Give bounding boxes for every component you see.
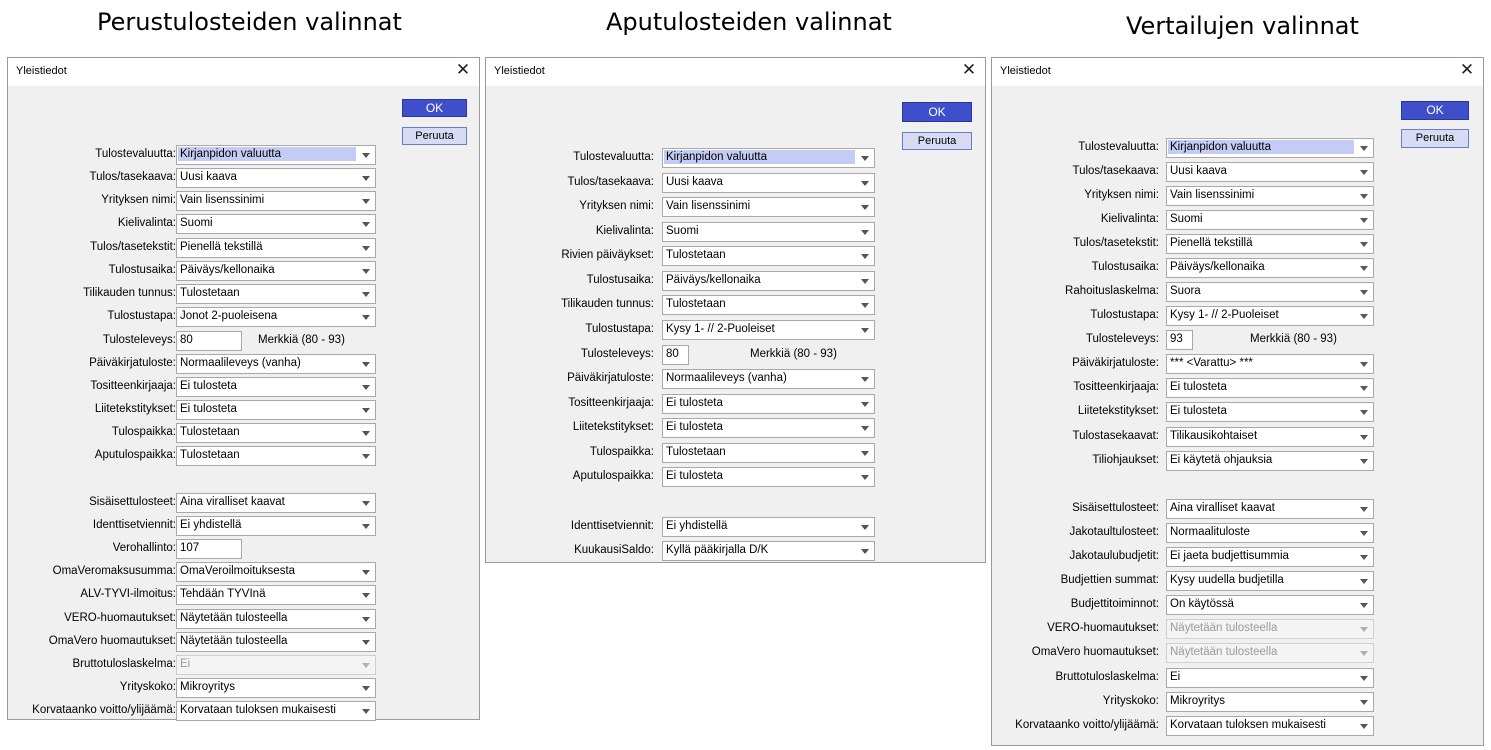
dialog-title: Yleistiedot bbox=[494, 65, 545, 77]
input-tulosteleveys[interactable] bbox=[662, 345, 689, 365]
chevron-down-icon[interactable] bbox=[357, 239, 375, 257]
label-yrityksen-nimi: Yrityksen nimi: bbox=[1084, 189, 1159, 201]
select-value: Ei tulosteta bbox=[666, 397, 723, 409]
select-tulostevaluutta[interactable] bbox=[662, 148, 875, 168]
close-icon[interactable]: ✕ bbox=[961, 60, 977, 79]
select-value: Tilikausikohtaiset bbox=[1170, 430, 1258, 442]
select-yrityksen-nimi[interactable] bbox=[176, 191, 376, 211]
select-tilikauden-tunnus[interactable] bbox=[662, 295, 875, 315]
select-aputulospaikka[interactable] bbox=[662, 467, 875, 487]
label-tulos-tasekaava: Tulos/tasekaava: bbox=[1072, 165, 1159, 177]
select-value: Uusi kaava bbox=[180, 171, 237, 183]
chevron-down-icon[interactable] bbox=[357, 401, 375, 419]
chevron-down-icon[interactable] bbox=[357, 586, 375, 604]
label-tositteenkirjaaja: Tositteenkirjaaja: bbox=[90, 380, 176, 392]
select-omavero-huomautukset[interactable] bbox=[176, 632, 376, 652]
label-tiliohjaukset: Tiliohjaukset: bbox=[1092, 454, 1159, 466]
chevron-down-icon[interactable] bbox=[1355, 693, 1373, 711]
select-budjettitoiminnot[interactable] bbox=[1166, 595, 1374, 615]
select-jakotaulubudjetit[interactable] bbox=[1166, 547, 1374, 567]
chevron-down-icon[interactable] bbox=[1355, 307, 1373, 325]
chevron-down-icon[interactable] bbox=[856, 419, 874, 437]
label-alv-tyvi-ilmoitus: ALV-TYVI-ilmoitus: bbox=[80, 588, 176, 600]
chevron-down-icon[interactable] bbox=[856, 272, 874, 290]
chevron-down-icon[interactable] bbox=[856, 223, 874, 241]
label-sisaisettulosteet: Sisäisettulosteet: bbox=[1072, 502, 1159, 514]
select-tiliohjaukset[interactable] bbox=[1166, 451, 1374, 471]
label-tilikauden-tunnus: Tilikauden tunnus: bbox=[83, 287, 176, 299]
label-vero-huomautukset: VERO-huomautukset: bbox=[1047, 622, 1159, 634]
select-value: Kysy uudella budjetilla bbox=[1170, 574, 1284, 586]
select-tulostusaika[interactable] bbox=[176, 261, 376, 281]
select-value: Kirjanpidon valuutta bbox=[664, 150, 855, 164]
label-tulos-tasetekstit: Tulos/tasetekstit: bbox=[1073, 237, 1159, 249]
select-tulostevaluutta[interactable] bbox=[1166, 138, 1374, 158]
label-liitetekstitykset: Liitetekstitykset: bbox=[572, 421, 654, 433]
input-value: 93 bbox=[1170, 333, 1183, 345]
chevron-down-icon bbox=[1355, 644, 1373, 662]
label-tilikauden-tunnus: Tilikauden tunnus: bbox=[561, 298, 654, 310]
chevron-down-icon[interactable] bbox=[1355, 235, 1373, 253]
chevron-down-icon[interactable] bbox=[357, 447, 375, 465]
label-bruttotuloslaskelma: Bruttotuloslaskelma: bbox=[72, 658, 176, 670]
select-value: Normaalituloste bbox=[1170, 526, 1250, 538]
select-paivakirjatuloste[interactable] bbox=[1166, 354, 1374, 374]
select-tulostusaika[interactable] bbox=[662, 271, 875, 291]
select-value: Suomi bbox=[1170, 213, 1203, 225]
select-value: Ei tulosteta bbox=[180, 380, 237, 392]
select-value: Päiväys/kellonaika bbox=[1170, 261, 1265, 273]
select-value: Tehdään TYVInä bbox=[180, 588, 266, 600]
select-value: Vain lisenssinimi bbox=[180, 194, 265, 206]
select-value: Pienellä tekstillä bbox=[180, 241, 263, 253]
select-liitetekstitykset[interactable] bbox=[176, 400, 376, 420]
ok-button[interactable]: OK bbox=[902, 102, 972, 122]
chevron-down-icon[interactable] bbox=[357, 563, 375, 581]
select-value: Aina viralliset kaavat bbox=[1170, 502, 1275, 514]
select-jakotaultulosteet[interactable] bbox=[1166, 523, 1374, 543]
label-budjettitoiminnot: Budjettitoiminnot: bbox=[1070, 598, 1159, 610]
label-yrityksen-nimi: Yrityksen nimi: bbox=[101, 194, 176, 206]
select-value: *** <Varattu> *** bbox=[1170, 357, 1253, 369]
select-value: Vain lisenssinimi bbox=[1170, 189, 1255, 201]
select-alv-tyvi-ilmoitus[interactable] bbox=[176, 585, 376, 605]
label-liitetekstitykset: Liitetekstitykset: bbox=[94, 403, 176, 415]
select-paivakirjatuloste[interactable] bbox=[662, 369, 875, 389]
chevron-down-icon[interactable] bbox=[1355, 163, 1373, 181]
range-note: Merkkiä (80 - 93) bbox=[1250, 333, 1337, 345]
chevron-down-icon[interactable] bbox=[1355, 211, 1373, 229]
chevron-down-icon[interactable] bbox=[856, 149, 874, 167]
label-tulostustapa: Tulostustapa: bbox=[1090, 309, 1159, 321]
range-note: Merkkiä (80 - 93) bbox=[258, 334, 345, 346]
select-yrityksen-nimi[interactable] bbox=[1166, 186, 1374, 206]
chevron-down-icon[interactable] bbox=[357, 146, 375, 164]
chevron-down-icon[interactable] bbox=[1355, 452, 1373, 470]
chevron-down-icon[interactable] bbox=[357, 679, 375, 697]
select-yrityskoko[interactable] bbox=[176, 678, 376, 698]
label-tulostevaluutta: Tulostevaluutta: bbox=[1078, 141, 1159, 153]
select-tulos-tasekaava[interactable] bbox=[1166, 162, 1374, 182]
select-value: Tulostetaan bbox=[666, 446, 726, 458]
heading-auxiliary-outputs: Aputulosteiden valinnat bbox=[606, 8, 892, 36]
select-value: Tulostetaan bbox=[666, 249, 726, 261]
select-tulos-tasetekstit[interactable] bbox=[176, 238, 376, 258]
label-rivien-paivaykset: Rivien päiväykset: bbox=[561, 249, 654, 261]
select-value: Kirjanpidon valuutta bbox=[178, 147, 356, 161]
select-value: Korvataan tuloksen mukaisesti bbox=[1170, 719, 1326, 731]
select-value: Uusi kaava bbox=[666, 176, 723, 188]
label-yrityskoko: Yrityskoko: bbox=[119, 681, 176, 693]
select-liitetekstitykset[interactable] bbox=[1166, 402, 1374, 422]
select-value: Suora bbox=[1170, 285, 1201, 297]
select-liitetekstitykset[interactable] bbox=[662, 418, 875, 438]
select-value: Ei tulosteta bbox=[666, 470, 723, 482]
label-tulostustapa: Tulostustapa: bbox=[585, 323, 654, 335]
select-aputulospaikka[interactable] bbox=[176, 446, 376, 466]
chevron-down-icon[interactable] bbox=[357, 215, 375, 233]
select-tilikauden-tunnus[interactable] bbox=[176, 284, 376, 304]
label-korvataanko-voitto-ylijaama: Korvataanko voitto/ylijäämä: bbox=[32, 704, 176, 716]
label-tulostusaika: Tulostusaika: bbox=[1091, 261, 1159, 273]
chevron-down-icon[interactable] bbox=[856, 444, 874, 462]
select-value: Näytetään tulosteella bbox=[180, 612, 288, 624]
chevron-down-icon[interactable] bbox=[856, 518, 874, 536]
input-value: 80 bbox=[666, 348, 679, 360]
chevron-down-icon[interactable] bbox=[357, 308, 375, 326]
label-identtisetviennit: Identtisetviennit: bbox=[92, 519, 176, 531]
chevron-down-icon[interactable] bbox=[357, 424, 375, 442]
chevron-down-icon[interactable] bbox=[1355, 139, 1373, 157]
chevron-down-icon[interactable] bbox=[357, 285, 375, 303]
label-tulostevaluutta: Tulostevaluutta: bbox=[573, 151, 654, 163]
chevron-down-icon[interactable] bbox=[856, 542, 874, 560]
dialog-titlebar bbox=[486, 58, 985, 86]
label-tulostevaluutta: Tulostevaluutta: bbox=[95, 148, 176, 160]
select-value: Ei bbox=[1170, 671, 1181, 683]
select-value: Ei jaeta budjettisummia bbox=[1170, 550, 1289, 562]
select-bruttotuloslaskelma bbox=[176, 655, 376, 675]
chevron-down-icon[interactable] bbox=[1355, 187, 1373, 205]
chevron-down-icon[interactable] bbox=[357, 262, 375, 280]
select-value: Ei tulosteta bbox=[666, 421, 723, 433]
cancel-button[interactable]: Peruuta bbox=[1401, 129, 1469, 148]
chevron-down-icon[interactable] bbox=[357, 378, 375, 396]
label-omavero-huomautukset: OmaVero huomautukset: bbox=[48, 635, 176, 647]
select-yrityskoko[interactable] bbox=[1166, 692, 1374, 712]
label-jakotaultulosteet: Jakotaultulosteet: bbox=[1069, 526, 1159, 538]
select-bruttotuloslaskelma[interactable] bbox=[1166, 668, 1374, 688]
close-icon[interactable]: ✕ bbox=[1459, 60, 1475, 79]
label-verohallinto: Verohallinto: bbox=[112, 542, 176, 554]
select-value: Ei tulosteta bbox=[180, 403, 237, 415]
select-value: Kysy 1- // 2-Puoleiset bbox=[1170, 309, 1279, 321]
close-icon[interactable]: ✕ bbox=[455, 60, 471, 79]
label-korvataanko-voitto-ylijaama: Korvataanko voitto/ylijäämä: bbox=[1015, 719, 1159, 731]
select-value: Ei tulosteta bbox=[1170, 381, 1227, 393]
chevron-down-icon[interactable] bbox=[357, 355, 375, 373]
chevron-down-icon[interactable] bbox=[856, 468, 874, 486]
label-tulospaikka: Tulospaikka: bbox=[589, 446, 654, 458]
chevron-down-icon[interactable] bbox=[856, 370, 874, 388]
select-tulostusaika[interactable] bbox=[1166, 258, 1374, 278]
label-aputulospaikka: Aputulospaikka: bbox=[94, 449, 176, 461]
select-tulos-tasekaava[interactable] bbox=[176, 168, 376, 188]
settings-dialog-basic bbox=[7, 57, 480, 720]
range-note: Merkkiä (80 - 93) bbox=[750, 348, 837, 360]
chevron-down-icon[interactable] bbox=[1355, 669, 1373, 687]
select-value: Päiväys/kellonaika bbox=[180, 264, 275, 276]
label-budjettien-summat: Budjettien summat: bbox=[1060, 574, 1159, 586]
select-value: Kyllä pääkirjalla D/K bbox=[666, 544, 769, 556]
cancel-button[interactable]: Peruuta bbox=[402, 127, 467, 145]
select-vero-huomautukset bbox=[1166, 619, 1374, 639]
label-kielivalinta: Kielivalinta: bbox=[595, 225, 654, 237]
select-value: Tulostetaan bbox=[180, 449, 240, 461]
select-tulostustapa[interactable] bbox=[1166, 306, 1374, 326]
chevron-down-icon[interactable] bbox=[1355, 500, 1373, 518]
select-value: Ei yhdistellä bbox=[666, 520, 728, 532]
chevron-down-icon[interactable] bbox=[357, 494, 375, 512]
select-budjettien-summat[interactable] bbox=[1166, 571, 1374, 591]
label-tulosteleveys: Tulosteleveys: bbox=[1085, 333, 1159, 345]
select-value: Mikroyritys bbox=[1170, 695, 1225, 707]
select-yrityksen-nimi[interactable] bbox=[662, 197, 875, 217]
select-tulospaikka[interactable] bbox=[662, 443, 875, 463]
label-paivakirjatuloste: Päiväkirjatuloste: bbox=[567, 372, 654, 384]
select-value: Ei bbox=[180, 658, 191, 670]
select-value: OmaVeroilmoituksesta bbox=[180, 565, 296, 577]
input-value: 80 bbox=[180, 334, 193, 346]
chevron-down-icon[interactable] bbox=[1355, 403, 1373, 421]
label-kuukausisaldo: KuukausiSaldo: bbox=[574, 544, 654, 556]
chevron-down-icon bbox=[357, 656, 375, 674]
chevron-down-icon[interactable] bbox=[856, 321, 874, 339]
chevron-down-icon[interactable] bbox=[856, 296, 874, 314]
select-tulospaikka[interactable] bbox=[176, 423, 376, 443]
input-tulosteleveys[interactable] bbox=[176, 331, 242, 351]
chevron-down-icon[interactable] bbox=[1355, 428, 1373, 446]
select-value: Näytetään tulosteella bbox=[180, 635, 288, 647]
select-value: Pienellä tekstillä bbox=[1170, 237, 1253, 249]
label-omavero-huomautukset: OmaVero huomautukset: bbox=[1031, 646, 1159, 658]
select-omavero-huomautukset bbox=[1166, 643, 1374, 663]
dialog-title: Yleistiedot bbox=[16, 65, 67, 77]
chevron-down-icon[interactable] bbox=[856, 247, 874, 265]
label-vero-huomautukset: VERO-huomautukset: bbox=[64, 612, 176, 624]
select-sisaisettulosteet[interactable] bbox=[176, 493, 376, 513]
select-value: Kirjanpidon valuutta bbox=[1168, 140, 1354, 154]
label-tulostusaika: Tulostusaika: bbox=[586, 274, 654, 286]
input-verohallinto[interactable] bbox=[176, 539, 242, 559]
label-rahoituslaskelma: Rahoituslaskelma: bbox=[1065, 285, 1159, 297]
label-tulos-tasekaava: Tulos/tasekaava: bbox=[89, 171, 176, 183]
label-tulostasekaavat: Tulostasekaavat: bbox=[1072, 430, 1159, 442]
label-identtisetviennit: Identtisetviennit: bbox=[570, 520, 654, 532]
label-omaveromaksusumma: OmaVeromaksusumma: bbox=[52, 565, 176, 577]
select-kielivalinta[interactable] bbox=[662, 222, 875, 242]
select-omaveromaksusumma[interactable] bbox=[176, 562, 376, 582]
chevron-down-icon[interactable] bbox=[1355, 572, 1373, 590]
chevron-down-icon[interactable] bbox=[357, 702, 375, 720]
select-value: Normaalileveys (vanha) bbox=[180, 357, 301, 369]
chevron-down-icon[interactable] bbox=[856, 174, 874, 192]
label-tositteenkirjaaja: Tositteenkirjaaja: bbox=[1073, 381, 1159, 393]
select-value: Normaalileveys (vanha) bbox=[666, 372, 787, 384]
label-yrityskoko: Yrityskoko: bbox=[1102, 695, 1159, 707]
select-value: Suomi bbox=[666, 225, 699, 237]
dialog-title: Yleistiedot bbox=[1000, 65, 1051, 77]
label-tulos-tasetekstit: Tulos/tasetekstit: bbox=[90, 241, 176, 253]
label-liitetekstitykset: Liitetekstitykset: bbox=[1077, 405, 1159, 417]
input-tulosteleveys[interactable] bbox=[1166, 330, 1193, 350]
label-sisaisettulosteet: Sisäisettulosteet: bbox=[89, 496, 176, 508]
select-value: Näytetään tulosteella bbox=[1170, 646, 1278, 658]
chevron-down-icon[interactable] bbox=[357, 169, 375, 187]
label-tositteenkirjaaja: Tositteenkirjaaja: bbox=[568, 397, 654, 409]
select-tulostevaluutta[interactable] bbox=[176, 145, 376, 165]
label-tulostustapa: Tulostustapa: bbox=[107, 310, 176, 322]
label-tulospaikka: Tulospaikka: bbox=[111, 426, 176, 438]
select-value: Uusi kaava bbox=[1170, 165, 1227, 177]
select-value: Mikroyritys bbox=[180, 681, 235, 693]
select-sisaisettulosteet[interactable] bbox=[1166, 499, 1374, 519]
select-value: Korvataan tuloksen mukaisesti bbox=[180, 704, 336, 716]
select-tositteenkirjaaja[interactable] bbox=[176, 377, 376, 397]
chevron-down-icon[interactable] bbox=[357, 610, 375, 628]
select-tulos-tasetekstit[interactable] bbox=[1166, 234, 1374, 254]
select-value: Näytetään tulosteella bbox=[1170, 622, 1278, 634]
select-value: Jonot 2-puoleisena bbox=[180, 310, 278, 322]
select-value: Ei yhdistellä bbox=[180, 519, 242, 531]
chevron-down-icon[interactable] bbox=[1355, 355, 1373, 373]
select-value: Ei tulosteta bbox=[1170, 405, 1227, 417]
select-value: On käytössä bbox=[1170, 598, 1234, 610]
select-rivien-paivaykset[interactable] bbox=[662, 246, 875, 266]
label-tulostusaika: Tulostusaika: bbox=[108, 264, 176, 276]
chevron-down-icon[interactable] bbox=[357, 192, 375, 210]
select-value: Tulostetaan bbox=[666, 298, 726, 310]
select-korvataanko-voitto-ylijaama[interactable] bbox=[1166, 716, 1374, 736]
select-vero-huomautukset[interactable] bbox=[176, 609, 376, 629]
label-paivakirjatuloste: Päiväkirjatuloste: bbox=[1072, 357, 1159, 369]
select-value: Aina viralliset kaavat bbox=[180, 496, 285, 508]
label-tulosteleveys: Tulosteleveys: bbox=[102, 334, 176, 346]
ok-button[interactable]: OK bbox=[402, 99, 467, 117]
select-tositteenkirjaaja[interactable] bbox=[1166, 378, 1374, 398]
chevron-down-icon[interactable] bbox=[1355, 548, 1373, 566]
label-bruttotuloslaskelma: Bruttotuloslaskelma: bbox=[1055, 671, 1159, 683]
ok-button[interactable]: OK bbox=[1401, 101, 1469, 120]
dialog-titlebar bbox=[992, 58, 1483, 86]
chevron-down-icon[interactable] bbox=[1355, 717, 1373, 735]
chevron-down-icon[interactable] bbox=[1355, 259, 1373, 277]
label-paivakirjatuloste: Päiväkirjatuloste: bbox=[89, 357, 176, 369]
select-tulostasekaavat[interactable] bbox=[1166, 427, 1374, 447]
settings-dialog-comparison bbox=[991, 57, 1484, 746]
chevron-down-icon bbox=[1355, 620, 1373, 638]
chevron-down-icon[interactable] bbox=[1355, 596, 1373, 614]
select-tulostustapa[interactable] bbox=[662, 320, 875, 340]
label-tulos-tasekaava: Tulos/tasekaava: bbox=[567, 176, 654, 188]
chevron-down-icon[interactable] bbox=[1355, 379, 1373, 397]
label-kielivalinta: Kielivalinta: bbox=[1100, 213, 1159, 225]
label-jakotaulubudjetit: Jakotaulubudjetit: bbox=[1069, 550, 1159, 562]
chevron-down-icon[interactable] bbox=[357, 633, 375, 651]
label-aputulospaikka: Aputulospaikka: bbox=[572, 470, 654, 482]
select-identtisetviennit[interactable] bbox=[662, 517, 875, 537]
chevron-down-icon[interactable] bbox=[856, 198, 874, 216]
chevron-down-icon[interactable] bbox=[856, 395, 874, 413]
select-kuukausisaldo[interactable] bbox=[662, 541, 875, 561]
select-tulostustapa[interactable] bbox=[176, 307, 376, 327]
select-tositteenkirjaaja[interactable] bbox=[662, 394, 875, 414]
select-korvataanko-voitto-ylijaama[interactable] bbox=[176, 701, 376, 721]
select-kielivalinta[interactable] bbox=[176, 214, 376, 234]
select-value: Suomi bbox=[180, 217, 213, 229]
chevron-down-icon[interactable] bbox=[1355, 283, 1373, 301]
select-value: Vain lisenssinimi bbox=[666, 200, 751, 212]
select-value: Päiväys/kellonaika bbox=[666, 274, 761, 286]
chevron-down-icon[interactable] bbox=[357, 517, 375, 535]
dialog-titlebar bbox=[8, 58, 479, 86]
heading-comparison-outputs: Vertailujen valinnat bbox=[1126, 12, 1359, 40]
select-tulos-tasekaava[interactable] bbox=[662, 173, 875, 193]
label-kielivalinta: Kielivalinta: bbox=[117, 217, 176, 229]
select-value: Ei käytetä ohjauksia bbox=[1170, 454, 1273, 466]
select-value: Tulostetaan bbox=[180, 287, 240, 299]
select-rahoituslaskelma[interactable] bbox=[1166, 282, 1374, 302]
chevron-down-icon[interactable] bbox=[1355, 524, 1373, 542]
select-paivakirjatuloste[interactable] bbox=[176, 354, 376, 374]
select-value: Kysy 1- // 2-Puoleiset bbox=[666, 323, 775, 335]
settings-dialog-auxiliary bbox=[485, 57, 986, 563]
select-kielivalinta[interactable] bbox=[1166, 210, 1374, 230]
label-tulosteleveys: Tulosteleveys: bbox=[580, 348, 654, 360]
select-value: Tulostetaan bbox=[180, 426, 240, 438]
heading-basic-outputs: Perustulosteiden valinnat bbox=[97, 8, 402, 36]
select-identtisetviennit[interactable] bbox=[176, 516, 376, 536]
cancel-button[interactable]: Peruuta bbox=[902, 132, 972, 150]
label-yrityksen-nimi: Yrityksen nimi: bbox=[579, 200, 654, 212]
input-value: 107 bbox=[180, 542, 200, 554]
